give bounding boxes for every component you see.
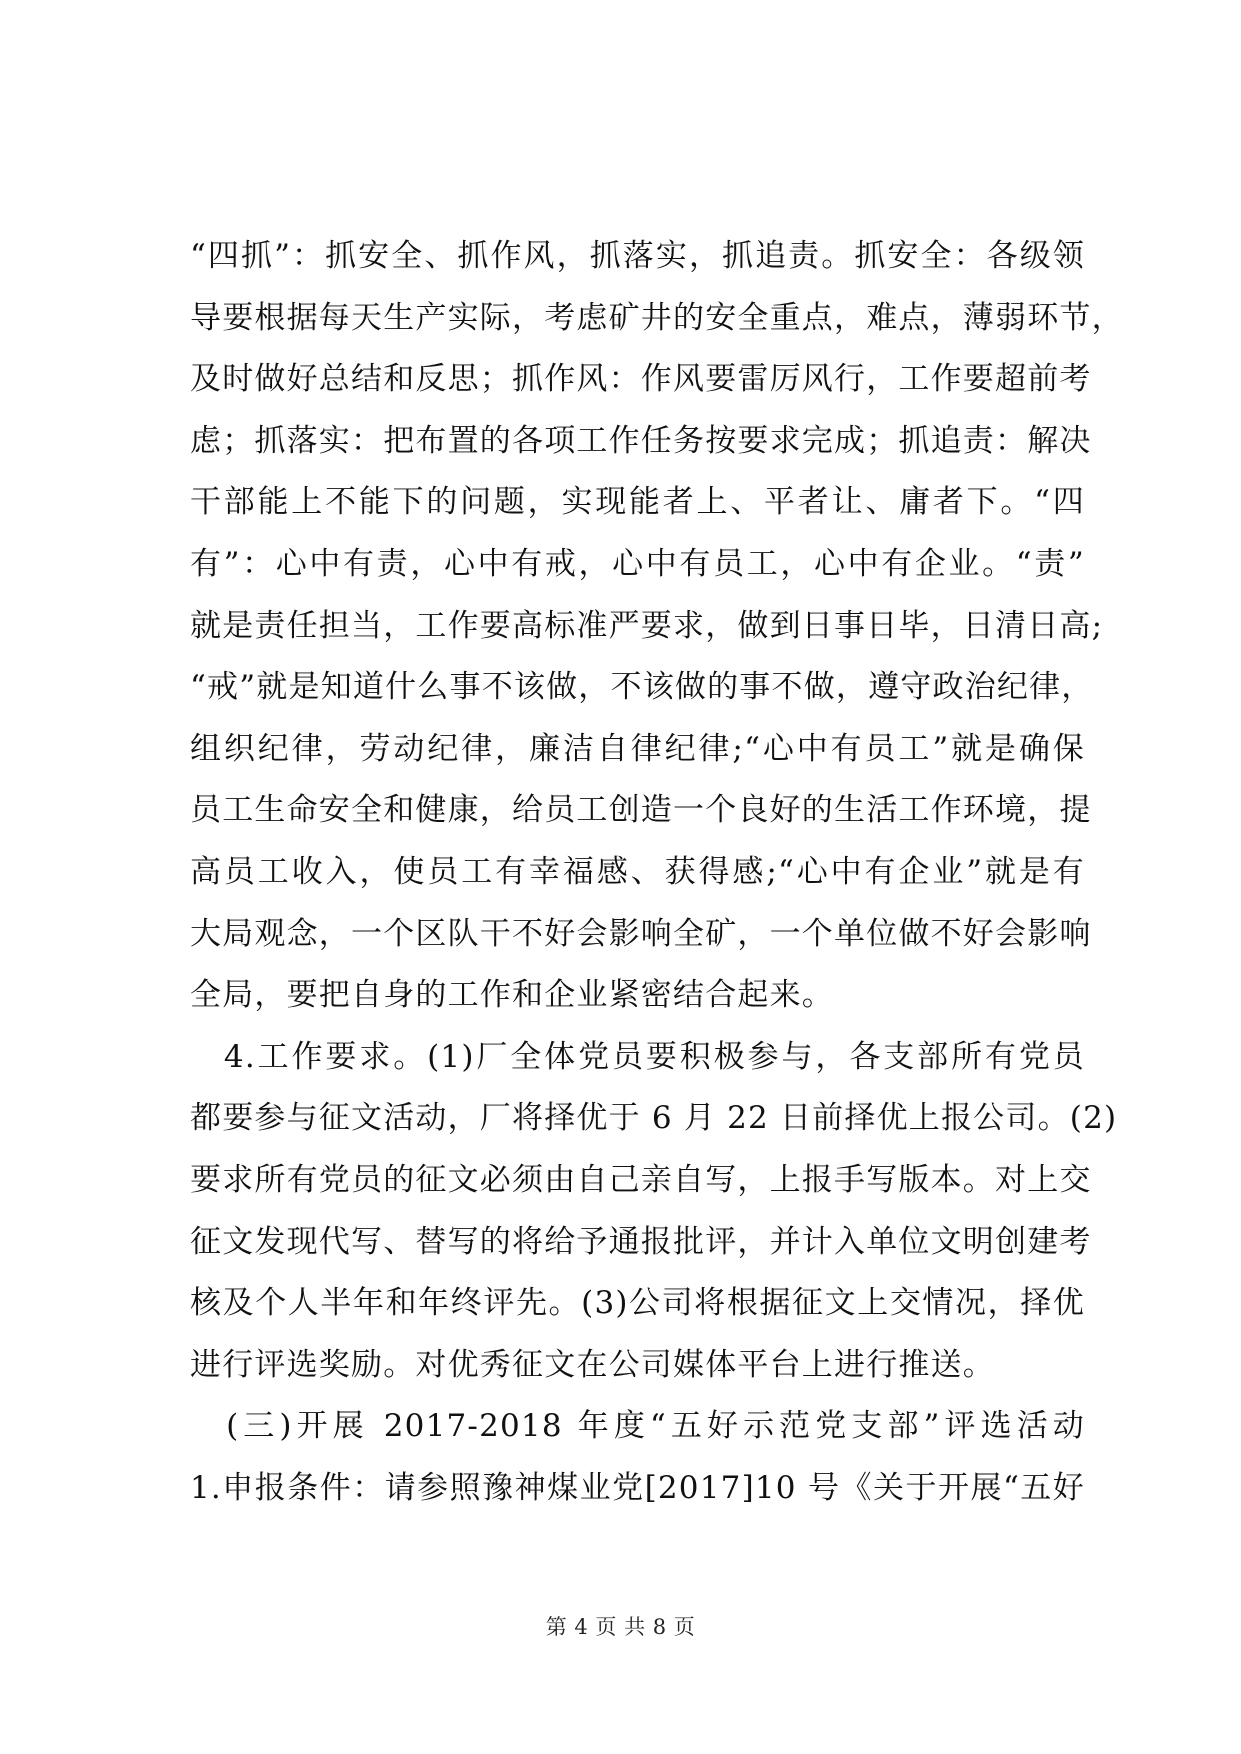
text-line-2: 导要根据每天生产实际，考虑矿井的安全重点，难点，薄弱环节， bbox=[190, 299, 1124, 336]
text-line-21: 1.申报条件：请参照豫神煤业党[2017]10 号《关于开展“五好 bbox=[190, 1469, 1085, 1506]
text-line-16: 要求所有党员的征文必须由自己亲自写，上报手写版本。对上交 bbox=[190, 1161, 1092, 1198]
text-line-19: 进行评选奖励。对优秀征文在公司媒体平台上进行推送。 bbox=[190, 1346, 995, 1383]
text-line-11: 高员工收入，使员工有幸福感、获得感;“心中有企业”就是有 bbox=[190, 853, 1085, 890]
text-line-6: 有”：心中有责，心中有戒，心中有员工，心中有企业。“责” bbox=[190, 545, 1085, 582]
page-footer bbox=[0, 1611, 1241, 1641]
text-line-13: 全局，要把自身的工作和企业紧密结合起来。 bbox=[190, 977, 834, 1014]
text-line-8: “戒”就是知道什么事不该做，不该做的事不做，遵守政治纪律， bbox=[190, 669, 1094, 706]
text-line-3: 及时做好总结和反思；抓作风：作风要雷厉风行，工作要超前考 bbox=[190, 361, 1092, 398]
text-line-10: 员工生命安全和健康，给员工创造一个良好的生活工作环境，提 bbox=[190, 792, 1092, 829]
text-line-18: 核及个人半年和年终评先。(3)公司将根据征文上交情况，择优 bbox=[190, 1285, 1085, 1322]
text-line-5: 干部能上不能下的问题，实现能者上、平者让、庸者下。“四 bbox=[190, 484, 1085, 521]
text-line-14: 4.工作要求。(1)厂全体党员要积极参与，各支部所有党员 bbox=[190, 1038, 1085, 1075]
text-line-9: 组织纪律，劳动纪律，廉洁自律纪律;“心中有员工”就是确保 bbox=[190, 730, 1085, 767]
text-line-20: (三)开展 2017-2018 年度“五好示范党支部”评选活动 bbox=[190, 1408, 1085, 1445]
text-line-12: 大局观念，一个区队干不好会影响全矿，一个单位做不好会影响 bbox=[190, 915, 1092, 952]
page-number-label: 第 4 页 共 8 页 bbox=[545, 1615, 696, 1639]
text-line-15: 都要参与征文活动，厂将择优于 6 月 22 日前择优上报公司。(2) bbox=[190, 1100, 1118, 1137]
body-text bbox=[190, 226, 1124, 1519]
text-line-7: 就是责任担当，工作要高标准严要求，做到日事日毕，日清日高; bbox=[190, 607, 1104, 644]
text-line-1: “四抓”：抓安全、抓作风，抓落实，抓追责。抓安全：各级领 bbox=[190, 238, 1085, 274]
text-line-17: 征文发现代写、替写的将给予通报批评，并计入单位文明创建考 bbox=[190, 1223, 1092, 1260]
text-line-4: 虑；抓落实：把布置的各项工作任务按要求完成；抓追责：解决 bbox=[190, 422, 1092, 459]
